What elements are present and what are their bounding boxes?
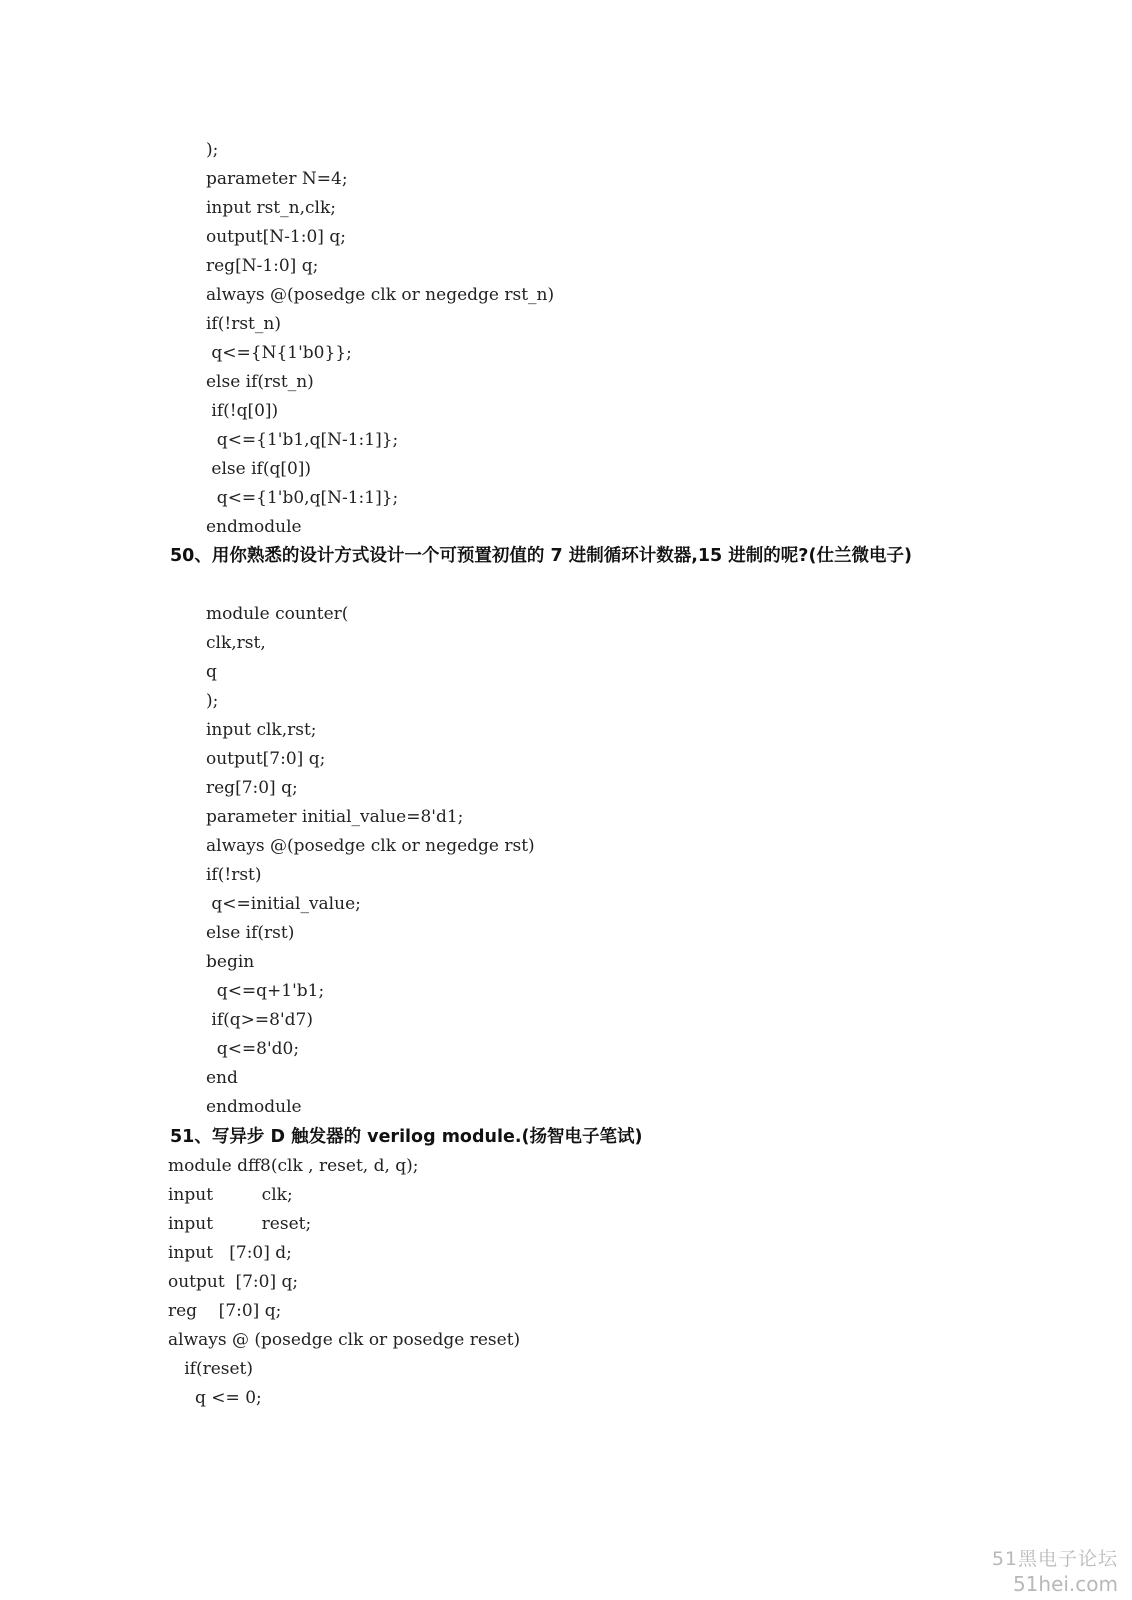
code-line: module dff8(clk , reset, d, q); [168,1156,419,1176]
code-line: if(!rst) [206,865,262,885]
code-line: always @(posedge clk or negedge rst) [206,836,535,856]
code-line: output [7:0] q; [168,1272,299,1292]
code-line: output[N-1:0] q; [206,227,346,247]
code-line: q <= 0; [168,1388,262,1408]
code-line: clk,rst, [206,633,266,653]
code-line: always @ (posedge clk or posedge reset) [168,1330,521,1350]
code-line: parameter N=4; [206,169,348,189]
code-line: if(!rst_n) [206,314,281,334]
watermark-forum-name: 51黑电子论坛 [991,1548,1118,1570]
code-line: output[7:0] q; [206,749,326,769]
code-line: q<={1'b1,q[N-1:1]}; [206,430,399,450]
code-line: q<=8'd0; [206,1039,300,1059]
code-line: else if(rst_n) [206,372,314,392]
code-line: ); [206,140,219,160]
code-line: always @(posedge clk or negedge rst_n) [206,285,555,305]
watermark-site-url: 51hei.com [1012,1572,1118,1596]
code-line: reg[N-1:0] q; [206,256,319,276]
code-line: q<={N{1'b0}}; [206,343,352,363]
code-line: reg [7:0] q; [168,1301,282,1321]
code-line: input clk,rst; [206,720,317,740]
code-line: else if(rst) [206,923,295,943]
code-line: if(q>=8'd7) [206,1010,313,1030]
question-51-heading: 51、写异步 D 触发器的 verilog module.(扬智电子笔试) [170,1127,643,1147]
code-line: begin [206,952,255,972]
code-line: input rst_n,clk; [206,198,336,218]
code-line: q [206,662,217,682]
code-line: q<=q+1'b1; [206,981,325,1001]
code-line: endmodule [206,1097,302,1117]
code-line: q<={1'b0,q[N-1:1]}; [206,488,399,508]
code-line: input [7:0] d; [168,1243,292,1263]
code-line: q<=initial_value; [206,894,361,914]
code-line: end [206,1068,238,1088]
code-line: if(!q[0]) [206,401,279,421]
code-line: parameter initial_value=8'd1; [206,807,464,827]
code-line: ); [206,691,219,711]
code-line: else if(q[0]) [206,459,312,479]
question-50-heading: 50、用你熟悉的设计方式设计一个可预置初值的 7 进制循环计数器,15 进制的呢?(仕兰微电子) [170,546,912,566]
code-line: input reset; [168,1214,312,1234]
code-line: input clk; [168,1185,293,1205]
code-line: if(reset) [168,1359,254,1379]
code-line: module counter( [206,604,349,624]
code-line: reg[7:0] q; [206,778,298,798]
code-line: endmodule [206,517,302,537]
